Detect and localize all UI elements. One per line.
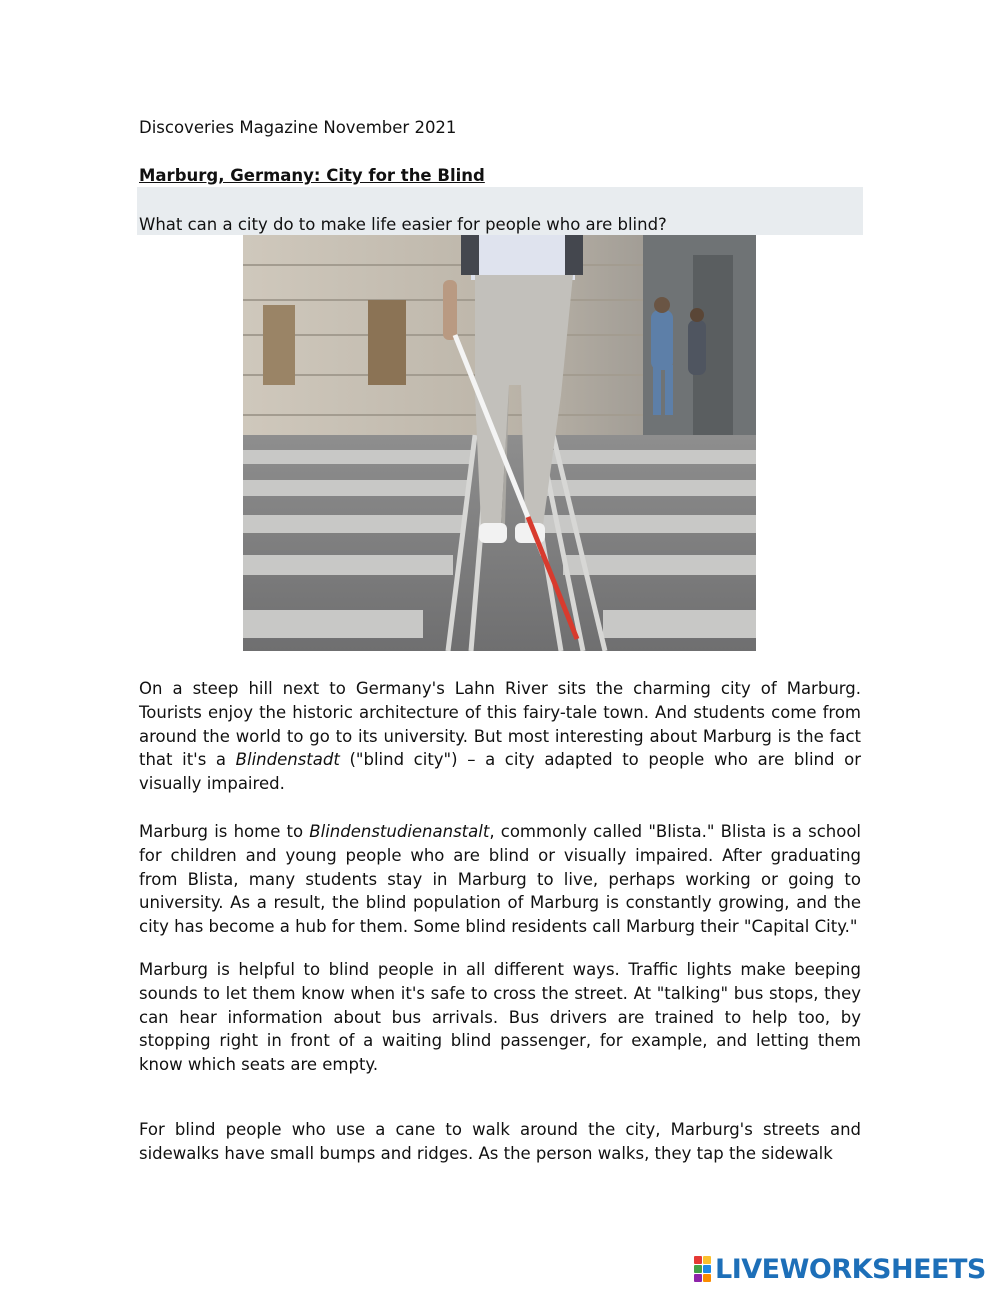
magazine-issue: Discoveries Magazine November 2021 — [139, 118, 457, 137]
logo-square — [703, 1265, 711, 1273]
logo-square — [703, 1256, 711, 1264]
logo-text: LIVEWORKSHEETS — [715, 1253, 986, 1285]
term-blindenstadt: Blindenstadt — [235, 750, 340, 770]
paragraph-1-text-b: ("blind city") – a city adapted to people who are blind or visually impaired. — [139, 750, 861, 794]
logo-square — [694, 1256, 702, 1264]
liveworksheets-logo-icon — [694, 1256, 711, 1282]
paragraph-1 — [139, 677, 861, 796]
paragraph-2-text-a: Marburg is home to — [139, 822, 310, 841]
logo-square — [703, 1274, 711, 1282]
paragraph-2-text-b: , commonly called "Blista." Blista is a school for children and young people who are blind or visually impaired. After graduating from Blista, many students stay in Marburg to live, perhaps working or going to university. As a result, the blind population of Marburg is constantly growing, and the city has become a hub for them. Some blind residents call Marburg their "Capital City." — [139, 822, 861, 937]
paragraph-1-text-a: On a steep hill next to Germany's Lahn River sits the charming city of Marburg. Tourists enjoy the historic architecture of this fairy-tale town. And students come from around the world to go to its university. But most interesting about Marburg is the fact that it's a — [139, 679, 861, 770]
logo-square — [694, 1274, 702, 1282]
paragraph-3: Marburg is helpful to blind people in all different ways. Traffic lights make beeping sounds to let them know when it's safe to cross the street. At "talking" bus stops, they can hear information about bus arrivals. Bus drivers are trained to help too, by stopping right in front of a waiting blind passenger, for example, and letting them know which seats are empty. — [139, 960, 861, 1075]
logo-square — [694, 1265, 702, 1273]
paragraph-4: For blind people who use a cane to walk around the city, Marburg's streets and sidewalks have small bumps and ridges. As the person walks, they tap the sidewalk — [139, 1120, 861, 1163]
article-headline: Marburg, Germany: City for the Blind — [139, 166, 485, 185]
paragraph-2 — [139, 820, 861, 939]
article-photo — [243, 235, 756, 651]
question-band — [137, 187, 863, 235]
term-blindenstudienanstalt: Blindenstudienanstalt — [309, 822, 490, 841]
article-question: What can a city do to make life easier for people who are blind? — [139, 215, 667, 234]
blind-man-cane-photo-icon — [243, 235, 756, 651]
liveworksheets-logo[interactable] — [694, 1255, 986, 1283]
